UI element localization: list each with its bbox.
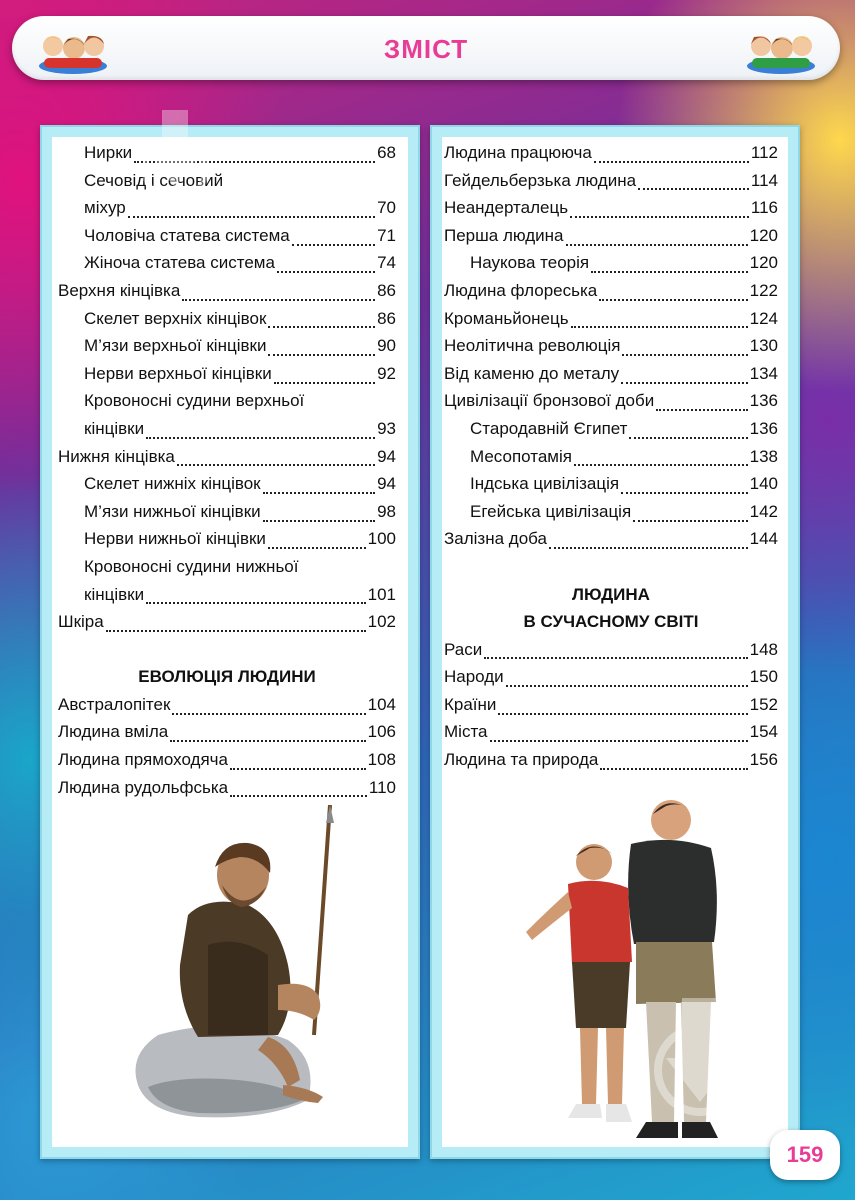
toc-entry-title: Верхня кінцівка xyxy=(58,280,181,300)
toc-entry-page: 90 xyxy=(377,336,396,356)
toc-entry-page: 108 xyxy=(367,750,396,770)
toc-entry-title: Шкіра xyxy=(58,612,104,632)
dot-leader xyxy=(268,533,366,549)
toc-entry-page: 86 xyxy=(377,280,396,300)
toc-entry[interactable] xyxy=(58,608,396,636)
dot-leader xyxy=(263,506,375,522)
dot-leader xyxy=(170,726,365,742)
dot-leader xyxy=(570,202,749,218)
toc-entry[interactable] xyxy=(444,305,778,333)
spacer xyxy=(444,553,778,581)
toc-entry[interactable] xyxy=(444,443,778,471)
toc-entry[interactable] xyxy=(444,498,778,526)
dot-leader xyxy=(622,340,747,356)
dot-leader xyxy=(172,699,365,715)
toc-entry-title: кінцівки xyxy=(84,584,145,604)
toc-entry-title: Перша людина xyxy=(444,225,564,245)
dot-leader xyxy=(498,699,747,715)
dot-leader xyxy=(638,174,749,190)
toc-entry-page: 134 xyxy=(749,363,778,383)
toc-entry[interactable] xyxy=(444,360,778,388)
dot-leader xyxy=(594,147,749,163)
toc-entry[interactable] xyxy=(58,746,396,774)
dot-leader xyxy=(182,285,375,301)
toc-entry-title: Егейська цивілізація xyxy=(470,501,632,521)
toc-entry-page: 93 xyxy=(377,418,396,438)
left-toc-panel xyxy=(40,125,420,1159)
dot-leader xyxy=(571,312,748,328)
toc-entry[interactable] xyxy=(58,553,396,581)
page-title: ЗМІСТ xyxy=(383,34,469,64)
dot-leader xyxy=(292,230,375,246)
toc-entry-title: Сечовід і сечовий xyxy=(84,170,224,190)
dot-leader xyxy=(230,754,366,770)
toc-entry-page: 122 xyxy=(749,280,778,300)
section-heading: В СУЧАСНОМУ СВІТІ xyxy=(523,612,699,632)
toc-entry-title: Месопотамія xyxy=(470,446,572,466)
toc-entry[interactable] xyxy=(58,305,396,333)
toc-entry[interactable] xyxy=(444,636,778,664)
toc-entry-page: 102 xyxy=(367,612,396,632)
toc-entry[interactable] xyxy=(444,663,778,691)
toc-entry-page: 138 xyxy=(749,446,778,466)
dot-leader xyxy=(146,588,366,604)
toc-entry-title: Чоловіча статева система xyxy=(84,225,290,245)
dot-leader xyxy=(629,423,747,439)
dot-leader xyxy=(621,368,747,384)
toc-entry-title: Залізна доба xyxy=(444,529,547,549)
toc-entry[interactable] xyxy=(444,222,778,250)
toc-entry-title: Нерви нижньої кінцівки xyxy=(84,529,266,549)
toc-entry-page: 106 xyxy=(367,722,396,742)
toc-entry[interactable] xyxy=(58,222,396,250)
toc-entry[interactable] xyxy=(58,581,396,609)
toc-entry-title: Кроманьйонець xyxy=(444,308,569,328)
dot-leader xyxy=(274,368,375,384)
toc-entry-page: 98 xyxy=(377,501,396,521)
toc-entry[interactable] xyxy=(58,332,396,360)
toc-entry[interactable] xyxy=(58,718,396,746)
toc-entry-title: Людина флореська xyxy=(444,280,598,300)
dot-leader xyxy=(549,533,748,549)
toc-entry-title: Міста xyxy=(444,722,488,742)
toc-entry-page: 148 xyxy=(749,639,778,659)
children-group-icon xyxy=(744,22,818,74)
toc-entry-title: М’язи верхньої кінцівки xyxy=(84,336,267,356)
dot-leader xyxy=(633,506,747,522)
toc-entry-title: Кровоносні судини нижньої xyxy=(84,556,299,576)
toc-entry-page: 154 xyxy=(749,722,778,742)
dot-leader xyxy=(177,450,375,466)
toc-entry-page: 114 xyxy=(750,170,778,190)
toc-entry-page: 112 xyxy=(750,143,778,162)
toc-entry-title: Людина рудольфська xyxy=(58,777,229,797)
toc-entry[interactable] xyxy=(444,167,778,195)
toc-entry-title: Людина прямоходяча xyxy=(58,750,228,770)
toc-entry-title: Людина працююча xyxy=(444,143,592,162)
page-number: 159 xyxy=(770,1130,840,1180)
toc-entry[interactable] xyxy=(58,443,396,471)
toc-entry-page: 124 xyxy=(749,308,778,328)
toc-entry-title: Неандерталець xyxy=(444,198,569,218)
left-toc-list xyxy=(58,139,396,801)
toc-entry[interactable] xyxy=(58,249,396,277)
caveman-with-spear-image xyxy=(118,805,358,1145)
dot-leader xyxy=(268,312,375,328)
dot-leader xyxy=(484,643,747,659)
toc-entry-title: Стародавній Єгипет xyxy=(470,418,628,438)
toc-entry-title: Нерви верхньої кінцівки xyxy=(84,363,272,383)
dot-leader xyxy=(230,781,367,797)
toc-entry-page: 130 xyxy=(749,336,778,356)
toc-entry-title: кінцівки xyxy=(84,418,145,438)
toc-entry[interactable] xyxy=(444,415,778,443)
toc-entry-page: 86 xyxy=(377,308,396,328)
toc-entry-title: Гейдельберзька людина xyxy=(444,170,637,190)
toc-entry[interactable] xyxy=(58,415,396,443)
dot-leader xyxy=(599,285,747,301)
toc-entry-page: 140 xyxy=(749,474,778,494)
toc-entry-page: 74 xyxy=(377,253,396,273)
toc-entry-page: 68 xyxy=(377,143,396,162)
dot-leader xyxy=(574,450,748,466)
toc-entry[interactable] xyxy=(58,194,396,222)
dot-leader xyxy=(566,230,748,246)
toc-entry-title: Наукова теорія xyxy=(470,253,590,273)
toc-entry[interactable] xyxy=(444,525,778,553)
toc-entry[interactable] xyxy=(444,332,778,360)
toc-entry-page: 152 xyxy=(749,694,778,714)
toc-entry-title: Нирки xyxy=(84,143,133,162)
toc-entry[interactable] xyxy=(444,277,778,305)
toc-entry[interactable] xyxy=(58,774,396,802)
toc-entry-page: 150 xyxy=(749,667,778,687)
dot-leader xyxy=(591,257,748,273)
right-toc-list xyxy=(444,139,778,774)
toc-entry-page: 94 xyxy=(377,446,396,466)
toc-entry[interactable] xyxy=(444,249,778,277)
toc-entry-title: Цивілізації бронзової доби xyxy=(444,391,655,411)
toc-entry-page: 116 xyxy=(750,198,778,218)
toc-entry-title: Нижня кінцівка xyxy=(58,446,175,466)
toc-entry[interactable] xyxy=(444,746,778,774)
toc-entry[interactable] xyxy=(444,194,778,222)
toc-entry-page: 92 xyxy=(377,363,396,383)
toc-entry-title: Австралопітек xyxy=(58,694,171,714)
toc-entry-page: 156 xyxy=(749,750,778,770)
toc-entry-title: Кровоносні судини верхньої xyxy=(84,391,305,411)
toc-entry[interactable] xyxy=(58,360,396,388)
toc-entry[interactable] xyxy=(58,498,396,526)
toc-entry[interactable] xyxy=(444,691,778,719)
dot-leader xyxy=(146,423,375,439)
dot-leader xyxy=(106,616,366,632)
section-heading: ЕВОЛЮЦІЯ ЛЮДИНИ xyxy=(138,667,316,687)
toc-entry-title: Людина та природа xyxy=(444,750,599,770)
dot-leader xyxy=(600,754,747,770)
toc-entry[interactable] xyxy=(58,691,396,719)
toc-entry-page: 142 xyxy=(749,501,778,521)
toc-entry-title: Скелет верхніх кінцівок xyxy=(84,308,267,328)
toc-entry[interactable] xyxy=(444,470,778,498)
toc-entry-page: 100 xyxy=(367,529,396,549)
toc-entry-title: Народи xyxy=(444,667,504,687)
toc-entry-title: Людина вміла xyxy=(58,722,169,742)
spacer xyxy=(58,636,396,664)
toc-entry-title: Неолітична революція xyxy=(444,336,621,356)
header-bar xyxy=(12,16,840,80)
toc-entry-page: 120 xyxy=(749,225,778,245)
left-toc-inner xyxy=(52,137,408,1147)
dot-leader xyxy=(656,395,747,411)
toc-entry[interactable] xyxy=(58,525,396,553)
toc-entry-title: М’язи нижньої кінцівки xyxy=(84,501,261,521)
toc-entry-title: Від каменю до металу xyxy=(444,363,620,383)
watermark-icon xyxy=(140,100,210,210)
toc-entry-page: 110 xyxy=(368,777,396,797)
toc-entry[interactable] xyxy=(444,718,778,746)
dot-leader xyxy=(263,478,375,494)
toc-entry-page: 70 xyxy=(377,198,396,218)
toc-entry[interactable] xyxy=(444,387,778,415)
toc-entry-page: 136 xyxy=(749,418,778,438)
toc-entry[interactable] xyxy=(58,470,396,498)
toc-entry-page: 104 xyxy=(367,694,396,714)
toc-entry[interactable] xyxy=(58,277,396,305)
toc-entry[interactable] xyxy=(58,139,396,167)
toc-entry-page: 120 xyxy=(749,253,778,273)
dot-leader xyxy=(268,340,375,356)
toc-entry[interactable] xyxy=(58,387,396,415)
toc-entry-title: Жіноча статева система xyxy=(84,253,275,273)
toc-entry-title: Раси xyxy=(444,639,483,659)
toc-entry-title: Індська цивілізація xyxy=(470,474,620,494)
dot-leader xyxy=(506,671,748,687)
toc-entry-page: 71 xyxy=(377,225,396,245)
toc-entry-title: міхур xyxy=(84,198,126,218)
section-heading: ЛЮДИНА xyxy=(572,584,650,604)
toc-entry-page: 136 xyxy=(749,391,778,411)
toc-entry-title: Країни xyxy=(444,694,497,714)
watermark-icon xyxy=(650,990,750,1120)
toc-entry[interactable] xyxy=(444,139,778,167)
toc-entry-page: 94 xyxy=(377,474,396,494)
toc-entry[interactable] xyxy=(58,167,396,195)
dot-leader xyxy=(277,257,375,273)
toc-entry-page: 144 xyxy=(749,529,778,549)
toc-entry-page: 101 xyxy=(367,584,396,604)
toc-entry-title: Скелет нижніх кінцівок xyxy=(84,474,261,494)
dot-leader xyxy=(490,726,748,742)
dot-leader xyxy=(621,478,748,494)
